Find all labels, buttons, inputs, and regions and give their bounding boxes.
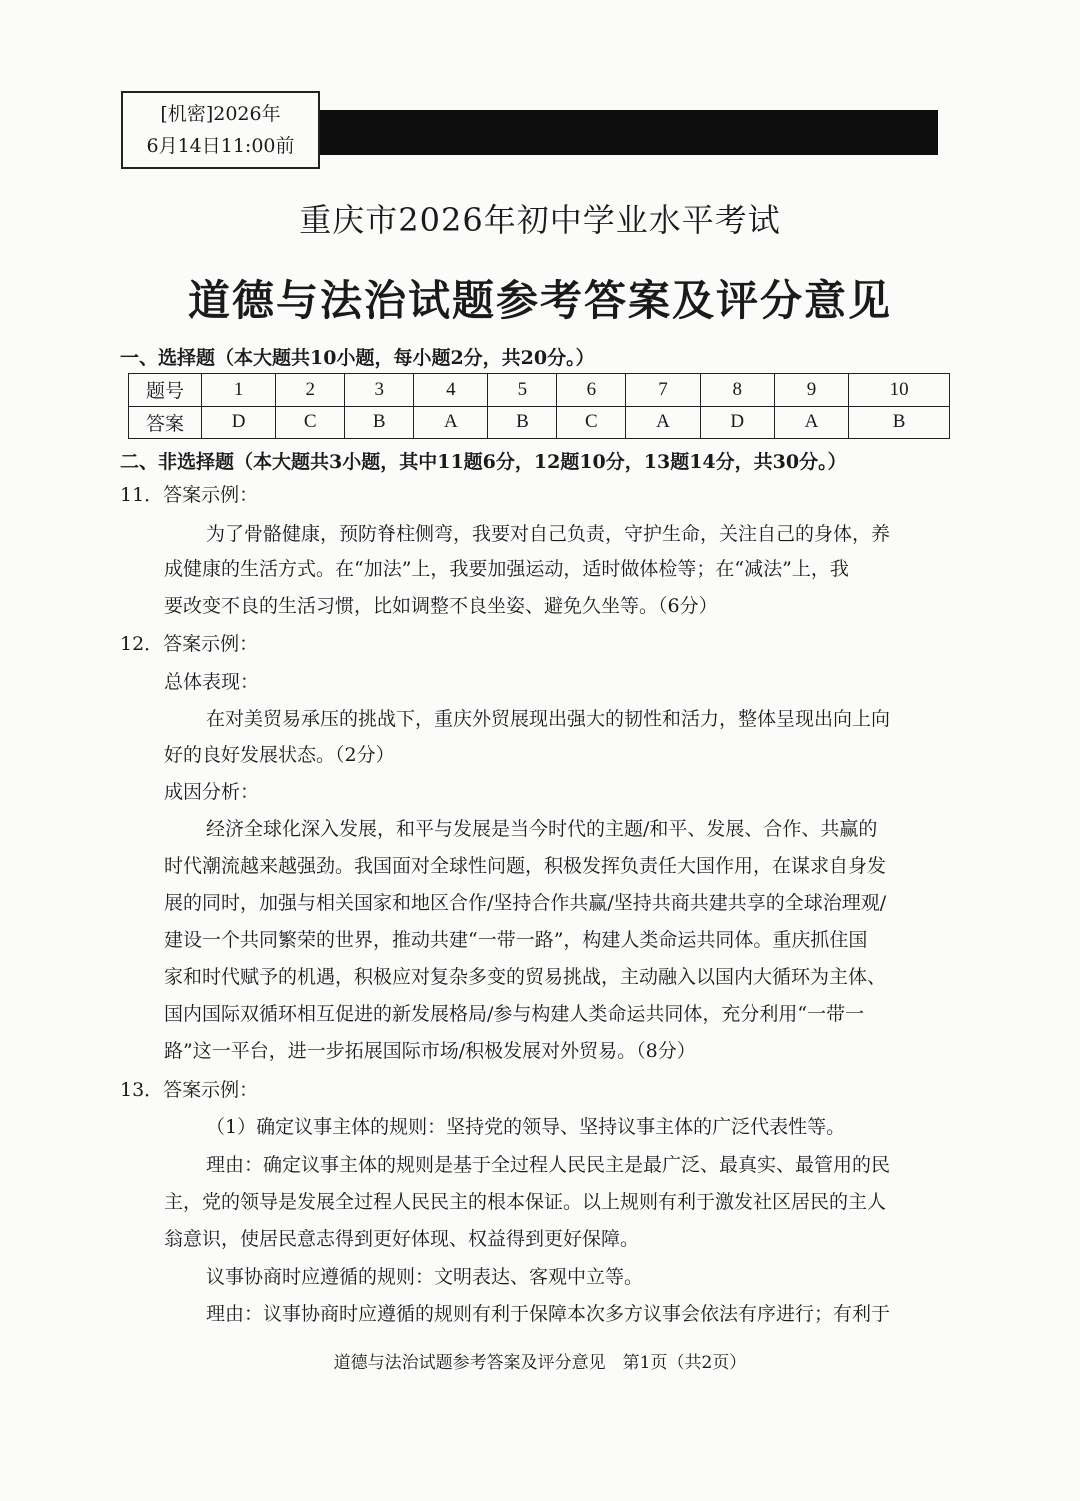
question-number: 1 bbox=[202, 374, 276, 407]
q12-overall-label: 总体表现： bbox=[164, 671, 260, 693]
q13-item1: （1）确定议事主体的规则：坚持党的领导、坚持议事主体的广泛代表性等。 bbox=[206, 1116, 846, 1138]
redaction-bar bbox=[320, 110, 938, 155]
table-row-numbers bbox=[129, 374, 950, 407]
answer-cell: B bbox=[345, 406, 414, 439]
subject-title: 道德与法治试题参考答案及评分意见 bbox=[187, 276, 892, 325]
page-footer: 道德与法治试题参考答案及评分意见 第1页（共2页） bbox=[333, 1353, 747, 1373]
q13-reason2-line: 理由：议事协商时应遵循的规则有利于保障本次多方议事会依法有序进行；有利于 bbox=[206, 1303, 891, 1325]
q11-line: 要改变不良的生活习惯，比如调整不良坐姿、避免久坐等。（6分） bbox=[164, 595, 718, 617]
q13-reason1-line: 理由：确定议事主体的规则是基于全过程人民民主是最广泛、最真实、最管用的民 bbox=[206, 1154, 891, 1176]
q12-cause-line: 展的同时，加强与相关国家和地区合作/坚持合作共赢/坚持共商共建共享的全球治理观/ bbox=[164, 892, 887, 914]
question-number: 5 bbox=[488, 374, 557, 407]
confidential-box bbox=[121, 91, 320, 169]
answer-cell: D bbox=[202, 406, 276, 439]
question-number: 4 bbox=[414, 374, 488, 407]
q12-overall-line: 在对美贸易承压的挑战下，重庆外贸展现出强大的韧性和活力，整体呈现出向上向 bbox=[206, 708, 891, 730]
answer-cell: A bbox=[626, 406, 700, 439]
q13-reason1-line: 翁意识，使居民意志得到更好体现、权益得到更好保障。 bbox=[164, 1228, 640, 1250]
q12-cause-line: 时代潮流越来越强劲。我国面对全球性问题，积极发挥负责任大国作用，在谋求自身发 bbox=[164, 855, 887, 877]
table-row-answers bbox=[129, 406, 950, 439]
row-label-answer: 答案 bbox=[129, 406, 202, 439]
question-number: 3 bbox=[345, 374, 414, 407]
answer-cell: A bbox=[414, 406, 488, 439]
confidential-line-2: 6月14日11:00前 bbox=[146, 135, 295, 157]
exam-title: 重庆市2026年初中学业水平考试 bbox=[299, 201, 781, 239]
answer-table bbox=[128, 373, 950, 439]
answer-cell: D bbox=[700, 406, 774, 439]
q13-rule2: 议事协商时应遵循的规则：文明表达、客观中立等。 bbox=[206, 1266, 644, 1288]
q11-line: 成健康的生活方式。在“加法”上，我要加强运动，适时做体检等；在“减法”上，我 bbox=[164, 558, 849, 580]
q12-cause-line: 经济全球化深入发展，和平与发展是当今时代的主题/和平、发展、合作、共赢的 bbox=[206, 818, 878, 840]
confidential-line-1: [机密]2026年 bbox=[160, 103, 281, 125]
q11-line: 为了骨骼健康，预防脊柱侧弯，我要对自己负责，守护生命，关注自己的身体，养 bbox=[206, 523, 891, 545]
question-number: 8 bbox=[700, 374, 774, 407]
q12-cause-line: 国内国际双循环相互促进的新发展格局/参与构建人类命运共同体，充分利用“一带一 bbox=[164, 1003, 865, 1025]
question-number: 7 bbox=[626, 374, 700, 407]
answer-cell: B bbox=[488, 406, 557, 439]
question-number: 6 bbox=[557, 374, 626, 407]
q12-cause-line: 路”这一平台，进一步拓展国际市场/积极发展对外贸易。（8分） bbox=[164, 1040, 696, 1062]
question-number: 9 bbox=[774, 374, 848, 407]
q11-label: 11．答案示例： bbox=[120, 484, 259, 506]
q12-overall-line: 好的良好发展状态。（2分） bbox=[164, 744, 395, 766]
section2-heading: 二、非选择题（本大题共3小题，其中11题6分，12题10分，13题14分，共30分。） bbox=[120, 451, 847, 473]
q12-label: 12．答案示例： bbox=[120, 633, 259, 655]
q13-reason1-line: 主，党的领导是发展全过程人民民主的根本保证。以上规则有利于激发社区居民的主人 bbox=[164, 1191, 887, 1213]
q12-cause-line: 建设一个共同繁荣的世界，推动共建“一带一路”，构建人类命运共同体。重庆抓住国 bbox=[164, 929, 868, 951]
section1-heading: 一、选择题（本大题共10小题，每小题2分，共20分。） bbox=[120, 347, 595, 369]
q12-cause-line: 家和时代赋予的机遇，积极应对复杂多变的贸易挑战，主动融入以国内大循环为主体、 bbox=[164, 966, 887, 988]
q13-label: 13．答案示例： bbox=[120, 1079, 259, 1101]
question-number: 10 bbox=[849, 374, 950, 407]
row-label-number: 题号 bbox=[129, 374, 202, 407]
q12-cause-label: 成因分析： bbox=[164, 781, 260, 803]
answer-cell: B bbox=[849, 406, 950, 439]
answer-cell: C bbox=[276, 406, 345, 439]
answer-cell: A bbox=[774, 406, 848, 439]
question-number: 2 bbox=[276, 374, 345, 407]
answer-cell: C bbox=[557, 406, 626, 439]
